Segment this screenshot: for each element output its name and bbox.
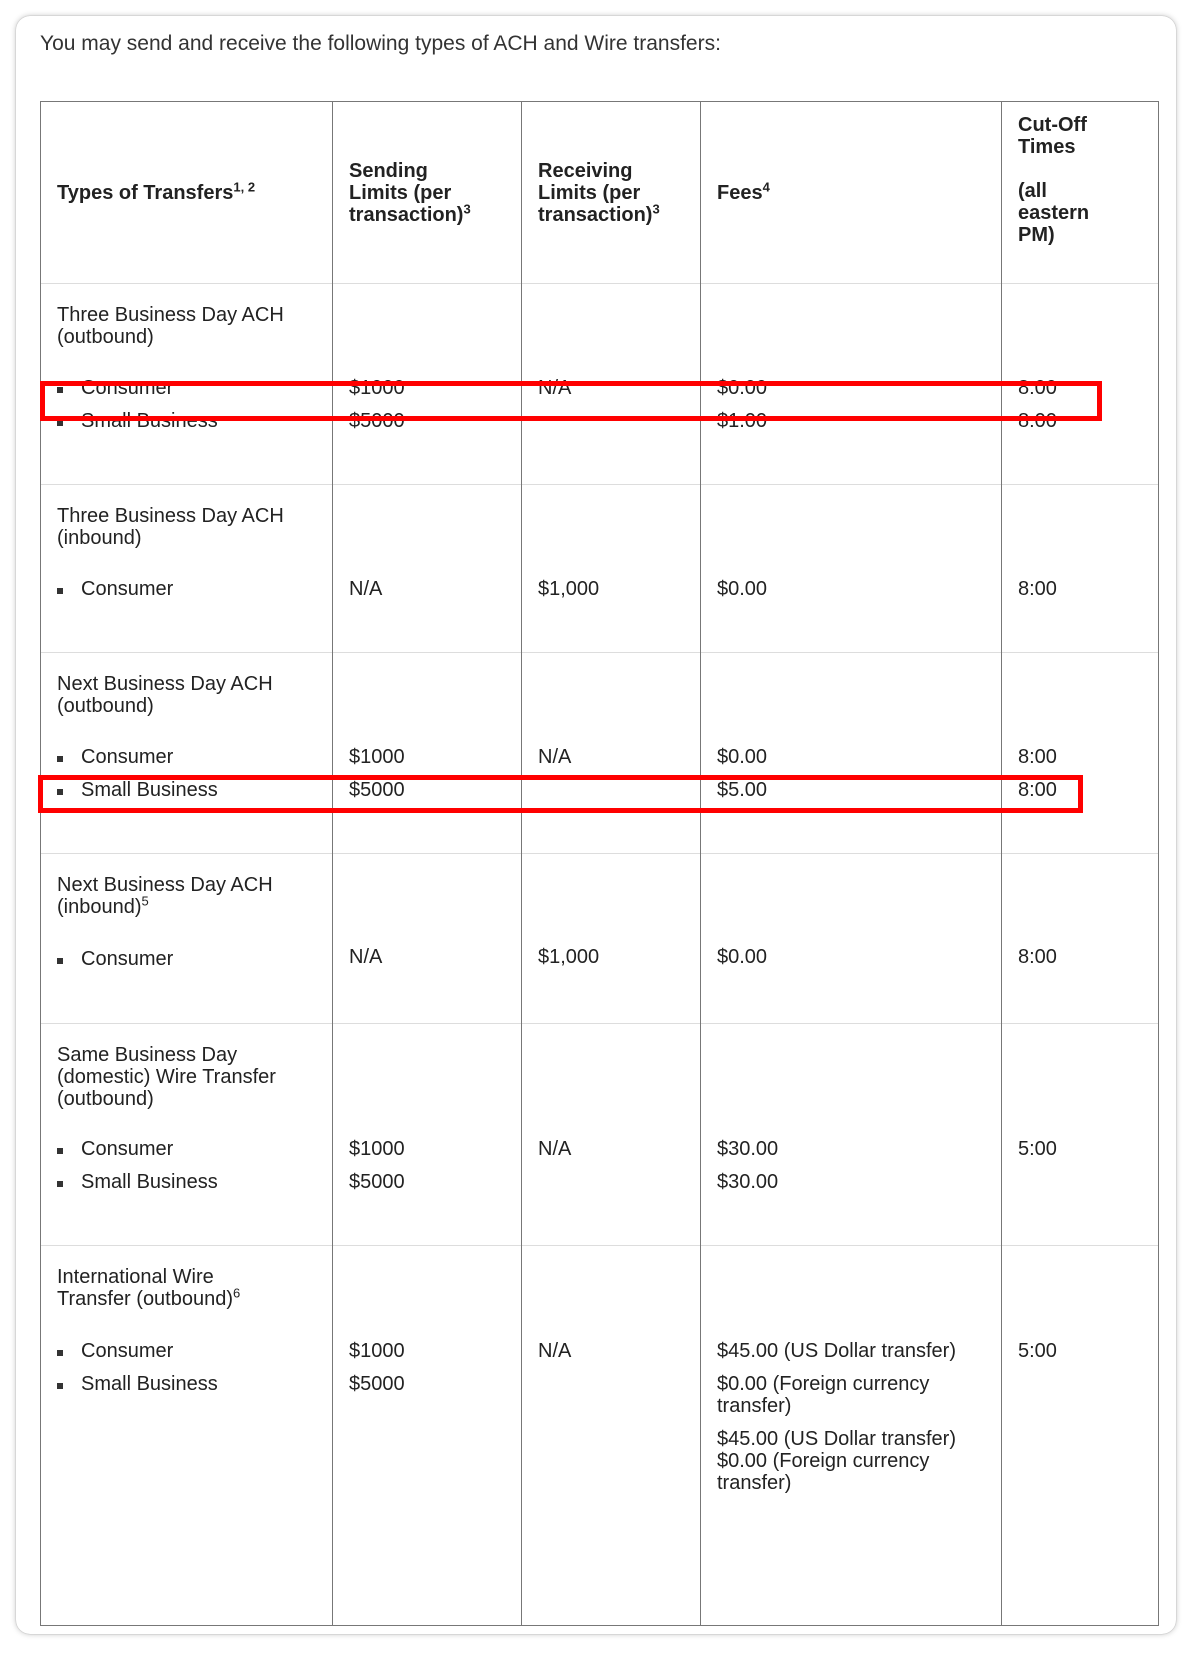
transfer-type-title: International Wire Transfer (outbound)$^6$ xyxy=(57,1266,241,1310)
header-fees: Fees$^4$ xyxy=(701,102,1002,284)
cutoff-time: 5:00 xyxy=(1018,1138,1057,1160)
receiving-limit: N/A xyxy=(538,1138,572,1160)
fee: $5.00 xyxy=(717,779,768,801)
sending-limit: N/A xyxy=(349,578,383,600)
table-row xyxy=(41,653,1159,854)
fee: $30.00 xyxy=(717,1138,779,1160)
cutoff-time: 8:00 xyxy=(1018,946,1057,968)
fee: $0.00 xyxy=(717,578,768,600)
list-item: Consumer xyxy=(57,746,173,768)
sending-limit: $5000 xyxy=(349,410,405,432)
sending-limit: $5000 xyxy=(349,1171,405,1193)
table-row xyxy=(41,1246,1159,1626)
fee: $0.00 xyxy=(717,746,768,768)
sending-limit: $1000 xyxy=(349,377,405,399)
transfer-type-title: Same Business Day (domestic) Wire Transfer (outbound) xyxy=(57,1044,276,1110)
list-item: Consumer xyxy=(57,1340,173,1362)
header-receiving-limits: Receiving Limits (per transaction)$^3$ xyxy=(522,102,701,284)
header-sending-limits: Sending Limits (per transaction)$^3$ xyxy=(333,102,522,284)
sending-limit: $1000 xyxy=(349,746,405,768)
fee: $1.00 xyxy=(717,410,768,432)
receiving-limit: $1,000 xyxy=(538,578,600,600)
header-types: Types of Transfers$^{1, 2}$ xyxy=(41,102,333,284)
fee-note: $0.00 (Foreign currency transfer) xyxy=(717,1373,930,1417)
cutoff-time: 8:00 xyxy=(1018,578,1057,600)
fee: $45.00 (US Dollar transfer) xyxy=(717,1340,956,1362)
transfer-type-title: Next Business Day ACH (outbound) xyxy=(57,673,273,717)
receiving-limit: N/A xyxy=(538,1340,572,1362)
transfer-types-table xyxy=(40,101,1159,1626)
table-row xyxy=(41,1024,1159,1246)
list-item: Small Business xyxy=(57,1373,218,1395)
table-row xyxy=(41,284,1159,485)
sending-limit: N/A xyxy=(349,946,383,968)
transfer-type-title: Three Business Day ACH (outbound) xyxy=(57,304,284,348)
table-row xyxy=(41,854,1159,1024)
list-item: Consumer xyxy=(57,578,173,600)
list-item: Consumer xyxy=(57,1138,173,1160)
sending-limit: $1000 xyxy=(349,1340,405,1362)
transfer-type-title: Next Business Day ACH (inbound)$^5$ xyxy=(57,874,273,918)
receiving-limit: $1,000 xyxy=(538,946,600,968)
sending-limit: $5000 xyxy=(349,779,405,801)
fee: $0.00 xyxy=(717,377,768,399)
fee-note: $45.00 (US Dollar transfer) $0.00 (Foreign currency transfer) xyxy=(717,1428,956,1494)
cutoff-time: 8:00 xyxy=(1018,410,1057,432)
cutoff-time: 8:00 xyxy=(1018,746,1057,768)
sending-limit: $1000 xyxy=(349,1138,405,1160)
table-row xyxy=(41,485,1159,653)
intro-text: You may send and receive the following types of ACH and Wire transfers: xyxy=(40,32,721,55)
list-item: Small Business xyxy=(57,410,218,432)
cutoff-time: 8:00 xyxy=(1018,779,1057,801)
fee: $0.00 xyxy=(717,946,768,968)
list-item: Small Business xyxy=(57,1171,218,1193)
list-item: Consumer xyxy=(57,377,173,399)
list-item: Small Business xyxy=(57,779,218,801)
list-item: Consumer xyxy=(57,948,173,970)
receiving-limit: N/A xyxy=(538,746,572,768)
fee: $30.00 xyxy=(717,1171,779,1193)
header-row xyxy=(41,102,1159,284)
cutoff-time: 8:00 xyxy=(1018,377,1057,399)
sending-limit: $5000 xyxy=(349,1373,405,1395)
cutoff-time: 5:00 xyxy=(1018,1340,1057,1362)
transfer-type-title: Three Business Day ACH (inbound) xyxy=(57,505,284,549)
receiving-limit: N/A xyxy=(538,377,572,399)
header-cutoff-times: Cut-Off Times (all eastern PM) xyxy=(1002,102,1159,284)
